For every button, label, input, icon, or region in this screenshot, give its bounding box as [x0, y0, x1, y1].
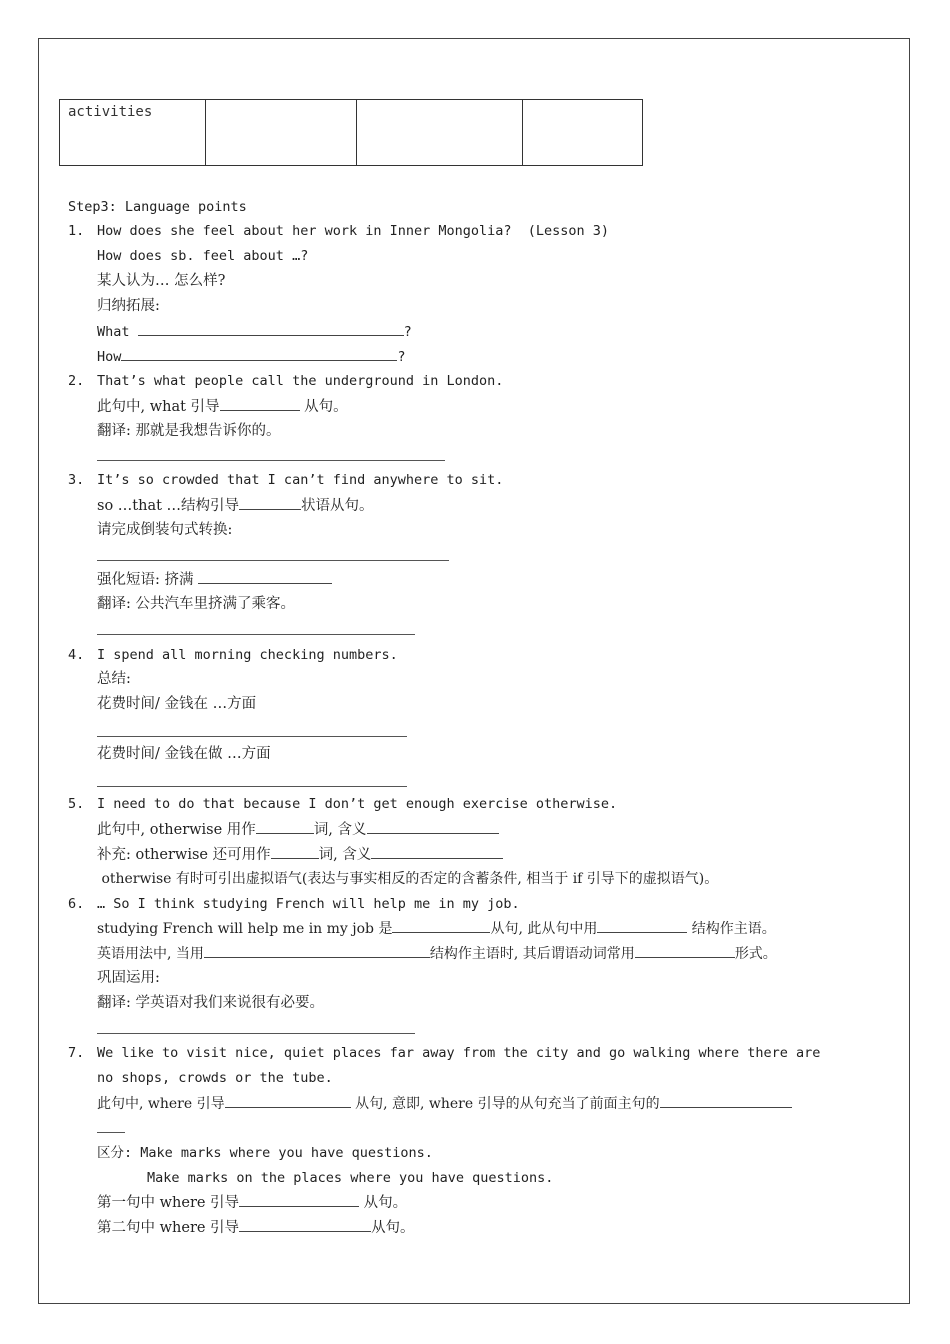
note: otherwise 有时可引出虚拟语气(表达与事实相反的否定的含蓄条件, 相当于 if 引导下的虚拟语气)。	[97, 871, 719, 887]
sentence: How does sb. feel about …?	[97, 248, 309, 264]
item-number: 6.	[68, 896, 85, 912]
text: 第一句中 where 引导	[97, 1195, 240, 1211]
text: 从句。	[371, 1220, 415, 1236]
answer-blank[interactable]	[371, 844, 503, 859]
text: studying French will help me in my job 是	[97, 921, 393, 937]
item-number: 7.	[68, 1045, 85, 1061]
note: 某人认为… 怎么样?	[97, 273, 226, 289]
question-mark: ?	[403, 324, 412, 340]
text: 状语从句。	[301, 498, 374, 514]
table-cell[interactable]	[206, 100, 357, 166]
text: so …that …结构引导	[97, 498, 240, 514]
text: 此句中, where 引导	[97, 1096, 225, 1112]
sentence: I spend all morning checking numbers.	[97, 647, 398, 663]
sentence: no shops, crowds or the tube.	[97, 1070, 333, 1086]
answer-blank[interactable]	[220, 396, 300, 411]
note: 翻译: 公共汽车里挤满了乘客。	[97, 596, 295, 612]
sentence: … So I think studying French will help me in my job.	[97, 896, 520, 912]
answer-blank[interactable]	[239, 1217, 371, 1232]
sentence: That’s what people call the underground in London.	[97, 373, 504, 389]
answer-blank[interactable]	[256, 819, 314, 834]
note: 总结:	[97, 671, 131, 687]
answer-blank[interactable]	[121, 346, 397, 361]
question	[97, 819, 499, 840]
table-cell[interactable]	[357, 100, 523, 166]
answer-line[interactable]	[97, 560, 449, 561]
item-number: 3.	[68, 472, 85, 488]
text: 此句中, what 引导	[97, 399, 220, 415]
item-number: 1.	[68, 223, 85, 239]
question	[97, 844, 503, 865]
text: 第二句中 where 引导	[97, 1220, 240, 1236]
answer-blank[interactable]	[597, 918, 687, 933]
text: 从句。	[299, 399, 348, 415]
answer-blank[interactable]	[367, 819, 499, 834]
item-number: 2.	[68, 373, 85, 389]
question	[97, 495, 374, 516]
text: 从句, 此从句中用	[490, 921, 598, 937]
answer-line[interactable]	[97, 1132, 125, 1133]
question	[97, 1093, 792, 1114]
label: What	[97, 324, 130, 340]
note: 请完成倒装句式转换:	[97, 522, 233, 538]
sentence: It’s so crowded that I can’t find anywhere to sit.	[97, 472, 504, 488]
prompt-what	[97, 321, 412, 342]
question	[97, 918, 776, 939]
text: 结构作主语。	[687, 921, 776, 937]
item-number: 4.	[68, 647, 85, 663]
note: 翻译: 那就是我想告诉你的。	[97, 423, 281, 439]
note: 花费时间/ 金钱在 …方面	[97, 696, 257, 712]
note: 归纳拓展:	[97, 298, 160, 314]
question	[97, 1192, 407, 1213]
example: Make marks on the places where you have questions.	[147, 1170, 554, 1186]
answer-line[interactable]	[97, 1033, 415, 1034]
text: 英语用法中, 当用	[97, 946, 204, 962]
table-cell[interactable]	[523, 100, 643, 166]
item-number: 5.	[68, 796, 85, 812]
answer-blank[interactable]	[239, 495, 301, 510]
answer-blank[interactable]	[392, 918, 490, 933]
question-mark: ?	[397, 349, 406, 365]
text: 从句, 意即, where 引导的从句充当了前面主句的	[350, 1096, 660, 1112]
table-cell: activities	[60, 100, 206, 166]
note: 巩固运用:	[97, 970, 160, 986]
step-title: Step3: Language points	[68, 199, 247, 215]
answer-blank[interactable]	[635, 943, 735, 958]
text: 结构作主语时, 其后谓语动词常用	[429, 946, 635, 962]
sentence: I need to do that because I don’t get enough exercise otherwise.	[97, 796, 618, 812]
sentence: We like to visit nice, quiet places far away from the city and go walking where there are	[97, 1045, 821, 1061]
text: 词, 含义	[318, 847, 372, 863]
text: 强化短语: 挤满	[97, 572, 194, 588]
question	[97, 569, 332, 590]
answer-blank[interactable]	[271, 844, 319, 859]
label: How	[97, 349, 122, 365]
answer-line[interactable]	[97, 736, 407, 737]
answer-blank[interactable]	[660, 1093, 792, 1108]
example: 区分: Make marks where you have questions.	[97, 1145, 433, 1161]
answer-line[interactable]	[97, 460, 445, 461]
text: 此句中, otherwise 用作	[97, 822, 256, 838]
sentence: How does she feel about her work in Inner Mongolia? (Lesson 3)	[97, 223, 610, 239]
note: 花费时间/ 金钱在做 …方面	[97, 746, 271, 762]
question	[97, 943, 777, 964]
answer-blank[interactable]	[198, 569, 332, 584]
question	[97, 396, 348, 417]
text: 从句。	[359, 1195, 408, 1211]
answer-blank[interactable]	[204, 943, 430, 958]
prompt-how	[97, 346, 406, 367]
answer-blank[interactable]	[138, 321, 404, 336]
answer-blank[interactable]	[239, 1192, 359, 1207]
activities-table	[59, 99, 643, 166]
answer-line[interactable]	[97, 786, 407, 787]
table-row	[60, 100, 643, 166]
text: 词, 含义	[313, 822, 367, 838]
text: 补充: otherwise 还可用作	[97, 847, 271, 863]
answer-blank[interactable]	[225, 1093, 351, 1108]
note: 翻译: 学英语对我们来说很有必要。	[97, 995, 324, 1011]
text: 形式。	[734, 946, 777, 962]
answer-line[interactable]	[97, 634, 415, 635]
question	[97, 1217, 415, 1238]
